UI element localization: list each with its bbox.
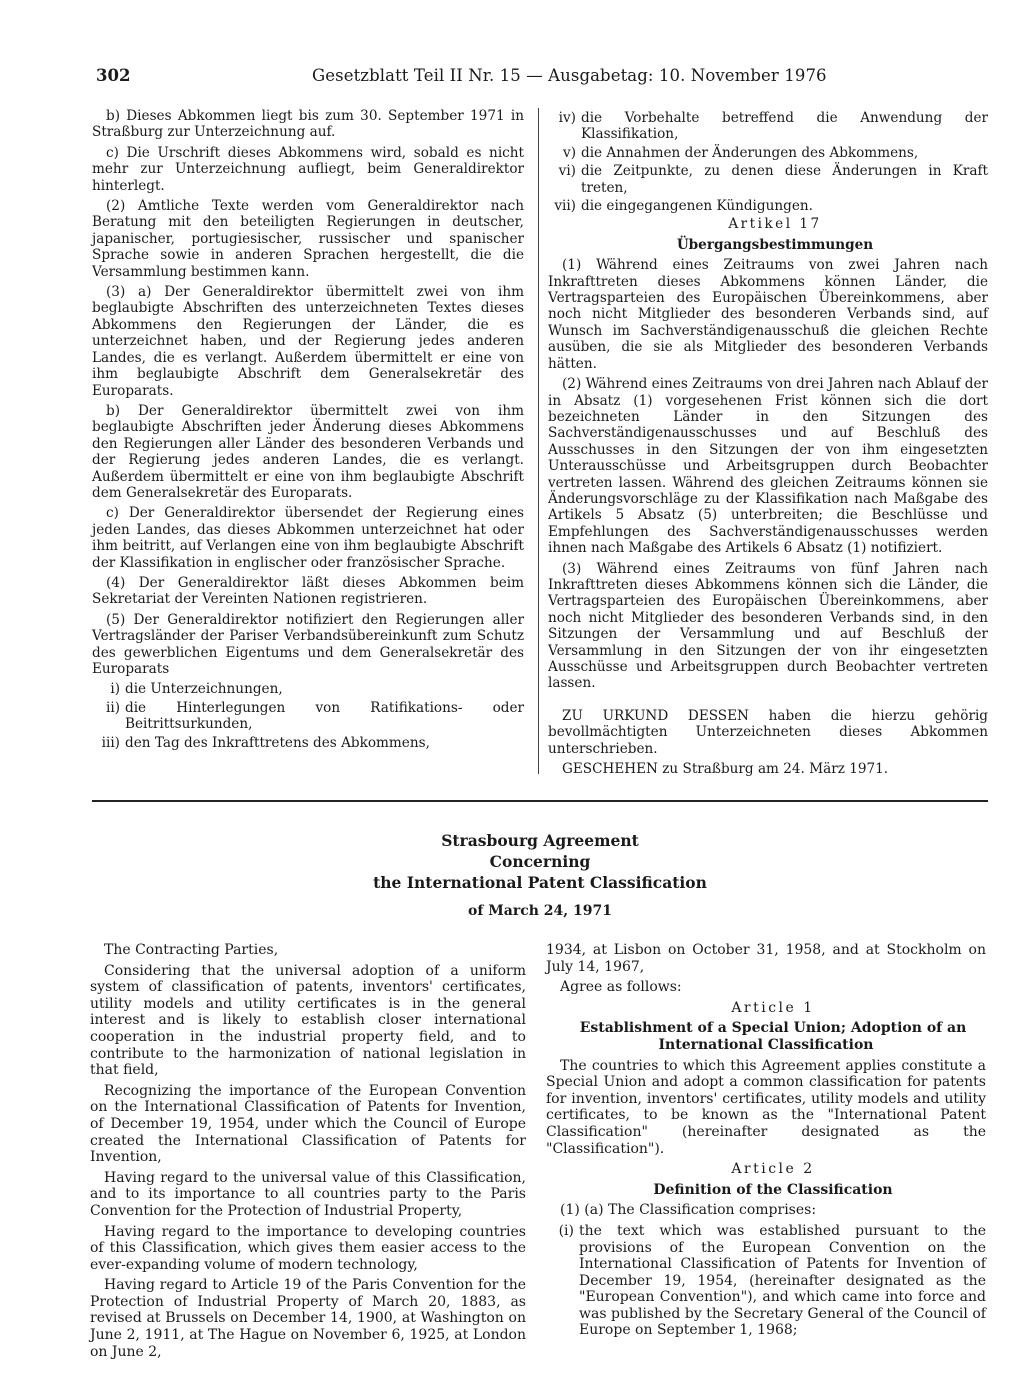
section-divider [92, 800, 988, 802]
article-title: Definition of the Classification [653, 1181, 893, 1198]
paragraph: Recognizing the importance of the European Convention on the International Classification of Patents for Invention, of December 19, 1954, under which the Council of Europe created the International Classification of Patents for Invention, [90, 1082, 526, 1166]
german-right-column [548, 110, 988, 781]
title-line-3: the International Patent Classification [373, 873, 707, 892]
title-line-2: Concerning [489, 852, 591, 871]
article-heading: Artikel 17 [728, 216, 822, 233]
spacer [548, 696, 988, 708]
paragraph: Having regard to the importance to developing countries of this Classification, which gives them easier access to the ever-expanding volume of modern technology, [90, 1223, 526, 1273]
paragraph: (2) Während eines Zeitraums von drei Jahren nach Ablauf der in Absatz (1) vorgesehenen Frist können sich die dort bezeichneten Länder in den Sitzungen des Sachverständigenausschusses und auf Beschluß des Ausschusses in den Sitzungen der von ihm eingesetzten Unterausschüsse und Arbeitsgruppen durch Beobachter vertreten lassen. Während des gleichen Zeitraums können sie Änderungsvorschläge zu der Klassifikation nach Maßgabe des Artikels 5 Absatz (5) unterbreiten; die Beschlüsse und Empfehlungen des Sachverständigenausschusses werden ihnen nach Maßgabe des Artikels 6 Absatz (1) notifiziert. [548, 376, 988, 557]
german-left-column [92, 108, 524, 753]
list-item-number: v) [563, 144, 576, 161]
list-item [92, 735, 524, 751]
paragraph: (5) Der Generaldirektor notifiziert den Regierungen aller Vertragsländer der Pariser Verbandsübereinkunft zum Schutz des gewerblichen Eigentums und dem Generalsekretär des Europarats [92, 611, 524, 677]
paragraph: ZU URKUND DESSEN haben die hierzu gehörig bevollmächtigten Unterzeichneten dieses Abkommen unterschrieben. [548, 707, 988, 757]
paragraph: The Contracting Parties, [104, 942, 279, 958]
gazette-title: Gesetzblatt Teil II Nr. 15 — Ausgabetag: 10. November 1976 [312, 66, 827, 85]
english-agreement-title [92, 830, 988, 893]
list-item [548, 163, 988, 196]
article-heading: Article 1 [731, 999, 815, 1016]
paragraph: b) Der Generaldirektor übermittelt zwei von ihm beglaubigte Abschriften jeder Änderung dieses Abkommens den Regierungen aller Länder des besonderen Verbands und der Regierung jedes anderen Landes, die es verlangt. Außerdem übermittelt er eine von ihm beglaubigte Abschrift dem Generalsekretär des Europarats. [92, 402, 524, 501]
paragraph: Considering that the universal adoption of a uniform system of classification of patents, inventors' certificates, utility models and utility certificates is in the general interest and is likely to establish closer international cooperation in the industrial property field, and to contribute to the harmonization of national legislation in that field, [90, 962, 526, 1079]
paragraph: The countries to which this Agreement applies constitute a Special Union and adopt a common classification for patents for invention, inventors' certificates, utility models and utility certificates, to be known as the "International Patent Classification" (hereinafter designated as the "Classification"). [546, 1057, 986, 1157]
list-item-text: die Vorbehalte betreffend die Anwendung der Klassifikation, [581, 110, 988, 143]
list-item [92, 700, 524, 733]
paragraph: c) Der Generaldirektor übersendet der Regierung eines jeden Landes, das dieses Abkommen unterzeichnet hat oder ihm beitritt, auf Verlangen eine von ihm beglaubigte Abschrift der Klassifikation in englischer oder französischer Sprache. [92, 505, 524, 571]
page-number: 302 [96, 66, 131, 85]
list-item-number: i) [110, 681, 120, 698]
list-item-text: die Hinterlegungen von Ratifikations- oder Beitrittsurkunden, [125, 699, 524, 733]
paragraph: Having regard to the universal value of this Classification, and to its importance to all countries party to the Paris Convention for the Protection of Industrial Property, [90, 1169, 526, 1219]
article-title: Übergangsbestimmungen [676, 236, 874, 253]
english-left-column [90, 942, 526, 1364]
article-heading: Article 2 [731, 1161, 815, 1178]
list-item-number: vii) [554, 198, 576, 215]
paragraph: (2) Amtliche Texte werden vom Generaldirektor nach Beratung mit den beteiligten Regierungen in deutscher, japanischer, portugiesischer, russischer und spanischer Sprache sowie in anderen Sprachen hergestellt, die die Versammlung bestimmen kann. [92, 198, 524, 280]
list-item-text: den Tag des Inkrafttretens des Abkommens, [125, 734, 430, 751]
paragraph: (3) a) Der Generaldirektor übermittelt zwei von ihm beglaubigte Abschriften des unterzeichneten Textes dieses Abkommens den Regierungen der Länder, die es unterzeichnet haben, und der Regierung jedes anderen Landes, die es verlangt. Außerdem übermittelt er eine von ihm beglaubigte Abschrift dem Generalsekretär des Europarats. [92, 284, 524, 399]
list-item [546, 1223, 986, 1339]
list-item-number: iv) [558, 110, 576, 126]
list-item [548, 110, 988, 143]
paragraph: (1) Während eines Zeitraums von zwei Jahren nach Inkrafttreten dieses Abkommens können Länder, die Vertragsparteien des Europäischen Übereinkommens, aber noch nicht Mitglieder des besonderen Verbands sind, auf Wunsch im Sachverständigenausschuß die gleichen Rechte ausüben, die sie als Mitglieder des besonderen Verbands hätten. [548, 257, 988, 372]
list-item [92, 681, 524, 697]
paragraph: Agree as follows: [560, 979, 682, 996]
english-right-column [546, 942, 986, 1341]
paragraph: (3) Während eines Zeitraums von fünf Jahren nach Inkrafttreten dieses Abkommens können sich die Länder, die Vertragsparteien des Europäischen Übereinkommens, aber noch nicht Mitglieder des besonderen Verbands sind, in den Sitzungen der Versammlung und auf Beschluß der Versammlung in den Sitzungen der von ihr eingesetzten Ausschüsse und Arbeitsgruppen durch Beobachter vertreten lassen. [548, 560, 988, 692]
article-title: Establishment of a Special Union; Adoption of an International Classification [579, 1020, 967, 1053]
paragraph: GESCHEHEN zu Straßburg am 24. März 1971. [562, 761, 889, 778]
paragraph: c) Die Urschrift dieses Abkommens wird, sobald es nicht mehr zur Unterzeichnung aufliegt, beim Generaldirektor hinterlegt. [92, 144, 524, 194]
list-item-text: die Annahmen der Änderungen des Abkommens, [581, 144, 919, 161]
column-divider [538, 108, 539, 774]
paragraph: 1934, at Lisbon on October 31, 1958, and at Stockholm on July 14, 1967, [546, 942, 986, 975]
page-header [96, 64, 990, 90]
list-item-number: (i) [558, 1222, 574, 1239]
paragraph: (1) (a) The Classification comprises: [560, 1202, 817, 1219]
list-item [548, 198, 988, 214]
list-item-number: vi) [558, 163, 576, 180]
list-item-text: die eingegangenen Kündigungen. [581, 198, 813, 215]
list-item [548, 145, 988, 161]
paragraph: b) Dieses Abkommen liegt bis zum 30. September 1971 in Straßburg zur Unterzeichnung auf. [92, 108, 524, 141]
agreement-date: of March 24, 1971 [468, 903, 612, 919]
paragraph: Having regard to Article 19 of the Paris Convention for the Protection of Industrial Property of March 20, 1883, as revised at Brussels on December 14, 1900, at Washington on June 2, 1911, at The Hague on November 6, 1925, at London on June 2, [90, 1277, 526, 1360]
list-item-number: iii) [101, 734, 120, 751]
list-item-text: the text which was established pursuant to the provisions of the European Convention on the International Classification of Patents for Invention of December 19, 1954, (hereinafter designated as the "European Convention"), and which came into force and was published by the Secretary General of the Council of Europe on September 1, 1968; [579, 1222, 986, 1339]
list-item-number: ii) [106, 699, 120, 716]
paragraph: (4) Der Generaldirektor läßt dieses Abkommen beim Sekretariat der Vereinten Nationen registrieren. [92, 574, 524, 608]
list-item-text: die Zeitpunkte, zu denen diese Änderungen in Kraft treten, [581, 163, 988, 196]
list-item-text: die Unterzeichnungen, [125, 681, 283, 698]
title-line-1: Strasbourg Agreement [441, 831, 639, 850]
